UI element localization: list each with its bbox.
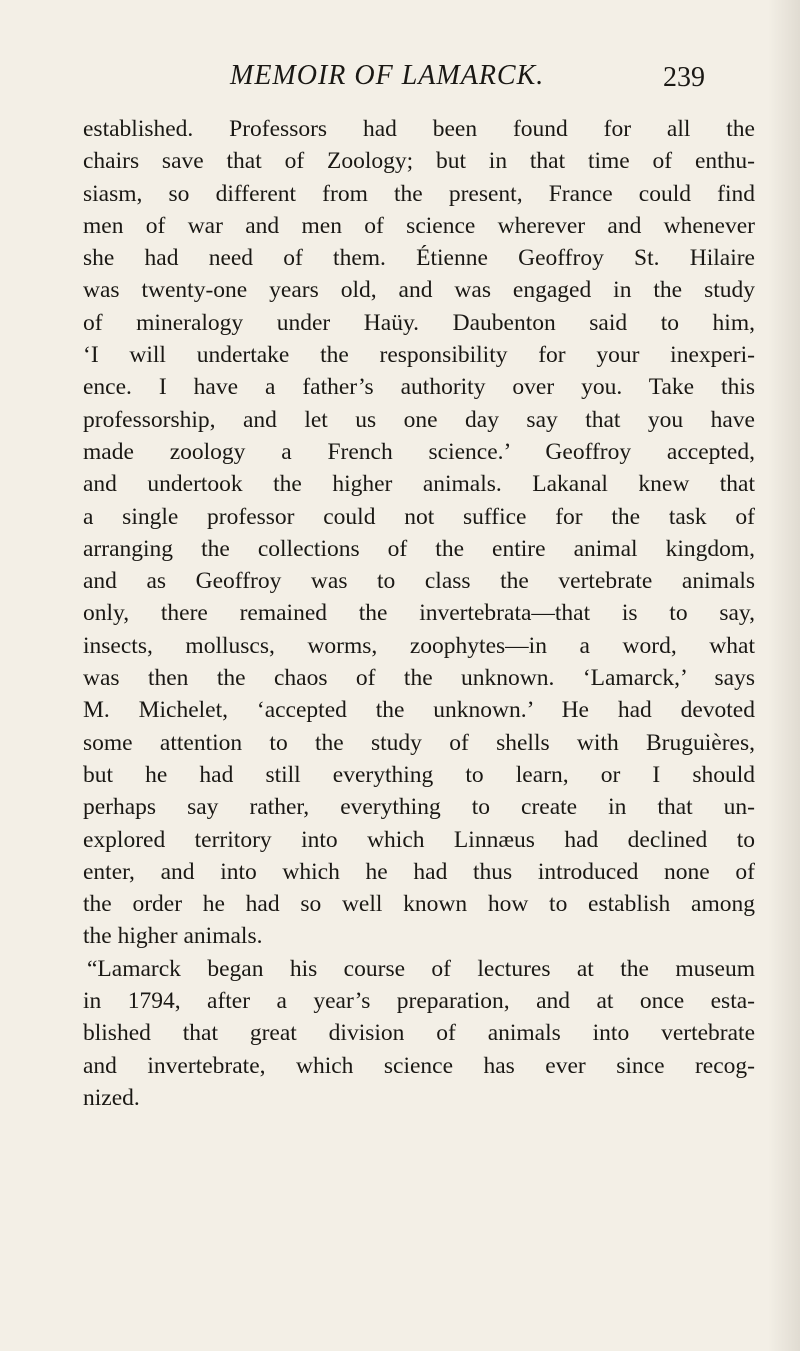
text-line: enter, and into which he had thus introduced none of (83, 858, 755, 885)
text-line: M. Michelet, ‘accepted the unknown.’ He had devoted (83, 697, 755, 724)
text-line: ‘I will undertake the responsibility for your inexperi- (83, 342, 755, 369)
text-line: ence. I have a father’s authority over you. Take this (83, 374, 755, 401)
text-line: perhaps say rather, everything to create in that un- (83, 794, 755, 821)
text-line: but he had still everything to learn, or I should (83, 761, 755, 788)
running-head: MEMOIR OF LAMARCK. (230, 60, 545, 91)
text-line: the order he had so well known how to establish among (83, 891, 755, 918)
text-line: in 1794, after a year’s preparation, and at once esta- (83, 988, 755, 1015)
text-line: was then the chaos of the unknown. ‘Lamarck,’ says (83, 665, 755, 692)
text-line: made zoology a French science.’ Geoffroy accepted, (83, 438, 755, 465)
text-line: explored territory into which Linnæus had declined to (83, 826, 755, 853)
text-line: she had need of them. Étienne Geoffroy St. Hilaire (83, 245, 755, 272)
text-line: and invertebrate, which science has ever since recog- (83, 1052, 755, 1079)
text-line: a single professor could not suffice for the task of (83, 503, 755, 530)
text-line: blished that great division of animals into vertebrate (83, 1020, 755, 1047)
text-line: nized. (83, 1084, 140, 1111)
text-line: chairs save that of Zoology; but in that time of enthu- (83, 148, 755, 175)
text-line: established. Professors had been found for all the (83, 116, 755, 142)
text-line: the higher animals. (83, 923, 263, 950)
text-line: siasm, so different from the present, France could find (83, 180, 755, 207)
text-line: some attention to the study of shells with Bruguières, (83, 729, 755, 756)
body-text (83, 113, 755, 1114)
text-line: men of war and men of science wherever and whenever (83, 212, 755, 239)
text-line: “Lamarck began his course of lectures at the museum (87, 955, 755, 982)
text-line: of mineralogy under Haüy. Daubenton said to him, (83, 309, 755, 336)
text-line: and undertook the higher animals. Lakanal knew that (83, 471, 755, 498)
text-line: arranging the collections of the entire animal kingdom, (83, 535, 755, 562)
text-line: professorship, and let us one day say that you have (83, 406, 755, 433)
text-line: insects, molluscs, worms, zoophytes—in a word, what (83, 632, 755, 659)
text-line: and as Geoffroy was to class the vertebrate animals (83, 568, 755, 595)
page-number: 239 (663, 62, 705, 93)
text-line: only, there remained the invertebrata—that is to say, (83, 600, 755, 627)
text-line: was twenty-one years old, and was engaged in the study (83, 277, 755, 304)
page-header (0, 48, 800, 100)
